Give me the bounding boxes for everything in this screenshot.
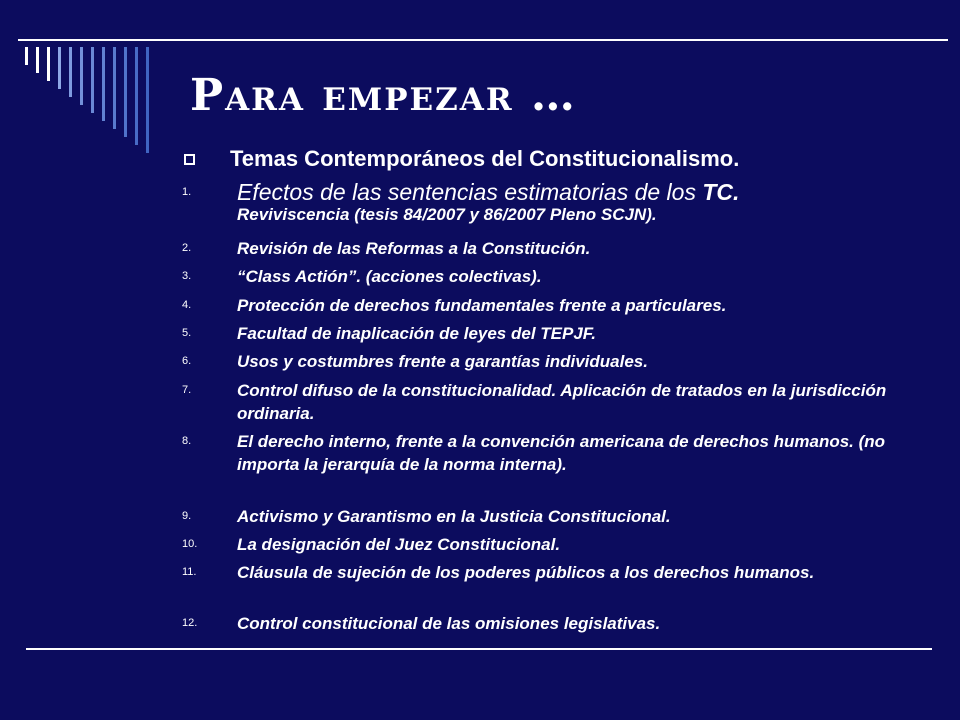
list-item [182,561,902,584]
list-item-text: Cláusula de sujeción de los poderes públicos a los derechos humanos. [237,563,815,582]
bottom-divider-line [26,648,932,650]
list-item-text: Control difuso de la constitucionalidad. Aplicación de tratados en la jurisdicción ordinaria. [237,381,887,423]
list-item-number: 4. [182,299,192,311]
list-item [182,180,902,225]
lead-bullet-text: Temas Contemporáneos del Constitucionalismo. [230,146,740,171]
slide-title: Para empezar … [190,70,577,121]
list-item-number: 2. [182,242,192,254]
list-item [182,294,902,317]
list-item-number: 8. [182,435,192,447]
list-item-number: 7. [182,384,192,396]
list-item [182,379,902,425]
list-item [182,533,902,556]
list-item-number: 11. [182,566,197,578]
list-item-number: 12. [182,617,198,629]
list-item-text: Protección de derechos fundamentales frente a particulares. [237,296,727,315]
list-item-text-main: Efectos de las sentencias estimatorias de los [237,179,703,205]
list-item-text: Revisión de las Reformas a la Constitución. [237,239,591,258]
list-item-number: 5. [182,327,192,339]
list-item [182,430,902,476]
list-item-text: Control constitucional de las omisiones legislativas. [237,614,661,633]
list-item [182,350,902,373]
list-item-number: 9. [182,510,192,522]
list-item-text: El derecho interno, frente a la convención americana de derechos humanos. (no importa la jerarquía de la norma interna). [237,432,886,474]
list-item-text: La designación del Juez Constitucional. [237,535,561,554]
list-item-text: Usos y costumbres frente a garantías individuales. [237,352,648,371]
list-item-text-emphasis: TC. [702,179,740,205]
list-item-text: Activismo y Garantismo en la Justicia Constitucional. [237,507,671,526]
list-item-text: “Class Actión”. (acciones colectivas). [237,267,542,286]
list-item [182,265,902,288]
list-item [182,237,902,260]
list-item [182,322,902,345]
list-item-text-sub: Reviviscencia (tesis 84/2007 y 86/2007 Pleno SCJN). [237,205,657,224]
list-item-number: 3. [182,270,192,282]
list-item [182,612,902,635]
list-item-text [237,180,902,225]
list-item [182,505,902,528]
list-item-number: 10. [182,538,198,550]
list-item-text: Facultad de inaplicación de leyes del TEPJF. [237,324,597,343]
list-item-number: 1. [182,186,192,198]
list-item-number: 6. [182,355,192,367]
